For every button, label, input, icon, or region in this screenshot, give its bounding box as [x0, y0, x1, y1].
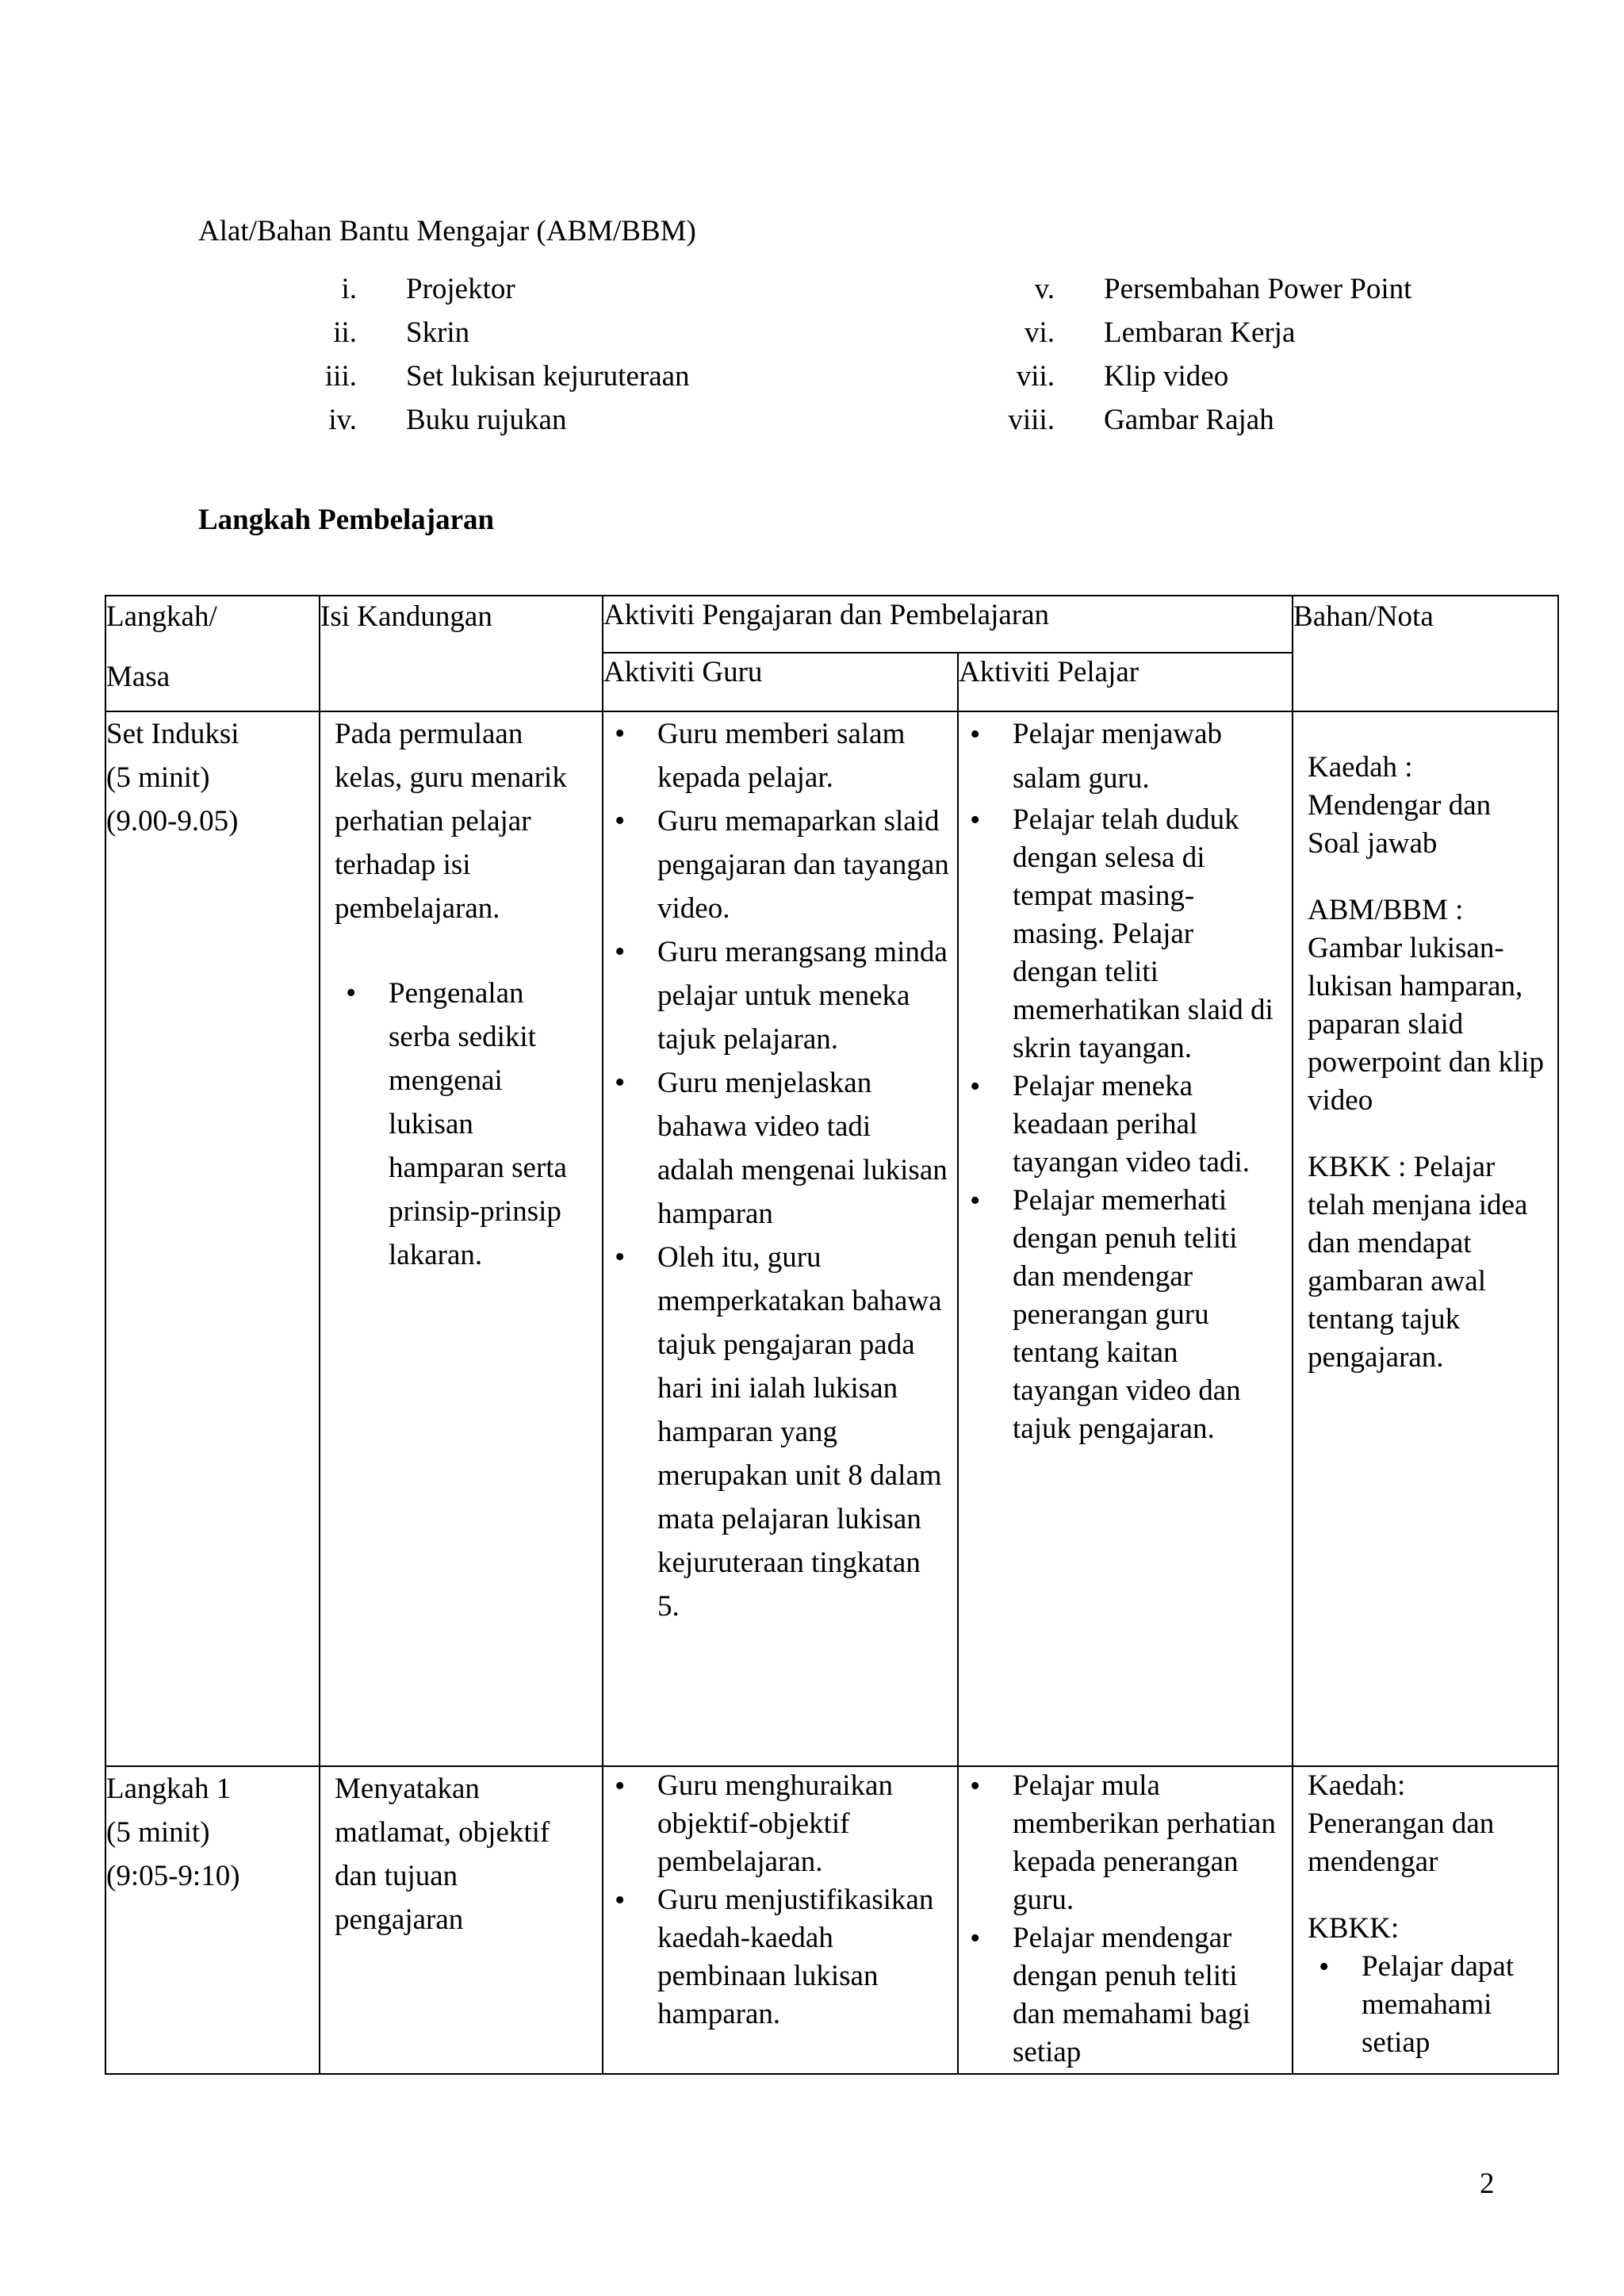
abm-item-number: ii. — [333, 316, 357, 350]
abm-item-text: Klip video — [1104, 360, 1229, 393]
header-aktiviti: Aktiviti Pengajaran dan Pembelajaran — [603, 596, 1293, 653]
table-row — [105, 711, 1558, 1766]
pelajar-cell — [958, 711, 1293, 1766]
isi-text: Menyatakan matlamat, objektif dan tujuan pengajaran — [335, 1773, 550, 1936]
langkah-line: (5 minit) — [106, 761, 210, 794]
list-item: • Oleh itu, guru memperkatakan bahawa tajuk pengajaran pada hari ini ialah lukisan hamparan yang merupakan unit 8 dalam mata pelajaran lukisan kejuruteraan tingkatan 5. — [603, 1236, 949, 1628]
guru-list — [603, 712, 949, 1628]
abm-item — [991, 312, 1411, 355]
abm-item — [293, 399, 690, 443]
guru-cell — [603, 711, 958, 1766]
abm-list-right — [991, 268, 1411, 443]
abm-item-number: iv. — [328, 404, 357, 437]
lesson-table — [105, 595, 1559, 2075]
table-row — [105, 1766, 1558, 2074]
list-item: • Pelajar meneka keadaan perihal tayangan video tadi. — [959, 1068, 1284, 1182]
section-title: Langkah Pembelajaran — [198, 504, 495, 536]
list-item: • Guru merangsang minda pelajar untuk meneka tajuk pelajaran. — [603, 930, 949, 1061]
header-langkah — [105, 596, 320, 711]
abm-item — [991, 268, 1411, 312]
isi-bullet-list — [335, 972, 591, 1277]
langkah-line: (9.00-9.05) — [106, 805, 239, 838]
header-bahan: Bahan/Nota — [1293, 596, 1558, 711]
bahan-cell — [1293, 711, 1558, 1766]
langkah-line: (9:05-9:10) — [106, 1860, 240, 1892]
abm-item-text: Projektor — [406, 273, 515, 306]
list-item: • Guru menjelaskan bahawa video tadi adalah mengenai lukisan hamparan — [603, 1061, 949, 1236]
list-item: • Guru menjustifikasikan kaedah-kaedah pembinaan lukisan hamparan. — [603, 1881, 949, 2033]
header-pelajar: Aktiviti Pelajar — [958, 653, 1293, 711]
langkah-cell — [105, 1766, 320, 2074]
bahan-cell — [1293, 1766, 1558, 2074]
list-item: • Pengenalan serba sedikit mengenai lukisan hamparan serta prinsip-prinsip lakaran. — [335, 972, 591, 1277]
abm-item-number: vi. — [1024, 316, 1055, 350]
bahan-abm: ABM/BBM : Gambar lukisan-lukisan hamparan, paparan slaid powerpoint dan klip video — [1308, 894, 1545, 1117]
header-isi: Isi Kandungan — [320, 596, 603, 711]
abm-item-text: Skrin — [406, 316, 470, 350]
abm-item-text: Lembaran Kerja — [1104, 316, 1296, 350]
abm-item-text: Set lukisan kejuruteraan — [406, 360, 690, 393]
langkah-line: Langkah 1 — [106, 1773, 232, 1805]
list-item: • Pelajar memerhati dengan penuh teliti dan mendengar penerangan guru tentang kaitan tayangan video dan tajuk pengajaran. — [959, 1182, 1284, 1448]
abm-item — [293, 268, 690, 312]
abm-item-number: i. — [341, 273, 357, 306]
header-langkah-line: Langkah/ — [106, 600, 217, 633]
abm-item-text: Gambar Rajah — [1104, 404, 1274, 437]
isi-cell — [320, 1766, 603, 2074]
abm-item — [991, 355, 1411, 399]
bahan-kbkk: KBKK : Pelajar telah menjana idea dan mendapat gambaran awal tentang tajuk pengajaran. — [1308, 1151, 1528, 1374]
pelajar-list — [959, 1767, 1284, 2072]
page-number: 2 — [1480, 2168, 1495, 2200]
bahan-kaedah: Kaedah : Mendengar dan Soal jawab — [1308, 751, 1492, 860]
langkah-line: (5 minit) — [106, 1816, 210, 1849]
header-guru: Aktiviti Guru — [603, 653, 958, 711]
abm-item — [293, 312, 690, 355]
abm-list-left — [293, 268, 690, 443]
pelajar-cell — [958, 1766, 1293, 2074]
guru-list — [603, 1767, 949, 2033]
abm-item-text: Buku rujukan — [406, 404, 567, 437]
guru-cell — [603, 1766, 958, 2074]
isi-cell — [320, 711, 603, 1766]
list-item: • Guru menghuraikan objektif-objektif pembelajaran. — [603, 1767, 949, 1881]
abm-item — [991, 399, 1411, 443]
bahan-bullet-list — [1308, 1948, 1549, 2062]
bahan-kaedah: Kaedah: Penerangan dan mendengar — [1308, 1769, 1495, 1878]
abm-title: Alat/Bahan Bantu Mengajar (ABM/BBM) — [198, 215, 696, 247]
langkah-line: Set Induksi — [106, 718, 239, 750]
list-item: • Pelajar mula memberikan perhatian kepada penerangan guru. — [959, 1767, 1284, 1919]
abm-item — [293, 355, 690, 399]
abm-item-text: Persembahan Power Point — [1104, 273, 1412, 306]
abm-item-number: v. — [1034, 273, 1055, 306]
pelajar-list — [959, 712, 1284, 1448]
abm-item-number: viii. — [1008, 404, 1055, 437]
list-item: • Pelajar mendengar dengan penuh teliti dan memahami bagi setiap — [959, 1919, 1284, 2072]
list-item: • Guru memaparkan slaid pengajaran dan tayangan video. — [603, 799, 949, 930]
list-item: • Guru memberi salam kepada pelajar. — [603, 712, 949, 799]
abm-item-number: iii. — [324, 360, 357, 393]
list-item: • Pelajar menjawab salam guru. — [959, 712, 1284, 801]
list-item: • Pelajar telah duduk dengan selesa di tempat masing-masing. Pelajar dengan teliti memerhatikan slaid di skrin tayangan. — [959, 801, 1284, 1068]
header-masa-line: Masa — [106, 661, 170, 694]
list-item: • Pelajar dapat memahami setiap — [1308, 1948, 1549, 2062]
bahan-kbkk: KBKK: — [1308, 1912, 1400, 1945]
abm-item-number: vii. — [1016, 360, 1055, 393]
isi-text: Pada permulaan kelas, guru menarik perhatian pelajar terhadap isi pembelajaran. — [335, 718, 567, 925]
langkah-cell — [105, 711, 320, 1766]
